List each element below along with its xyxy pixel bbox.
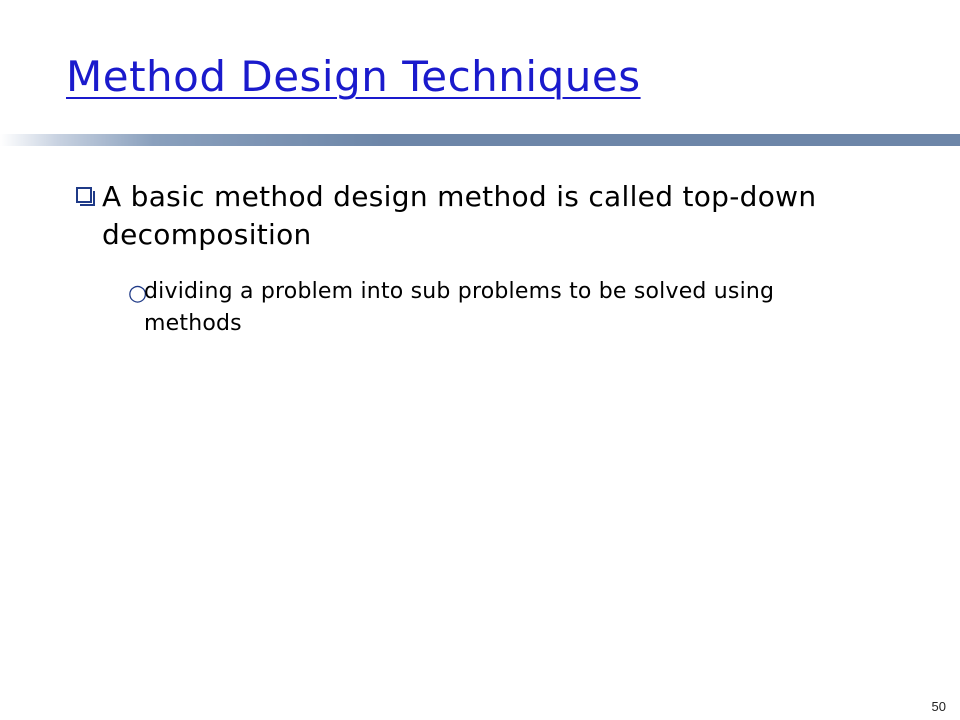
slide-title: Method Design Techniques [66, 52, 641, 101]
bullet-text: A basic method design method is called top-down decomposition [102, 180, 817, 251]
circle-bullet-icon: ○ [128, 281, 148, 306]
sub-bullet-text: dividing a problem into sub problems to be solved using methods [144, 279, 775, 336]
box-bullet-icon [76, 187, 92, 203]
title-divider [0, 134, 960, 146]
page-number: 50 [931, 699, 946, 714]
